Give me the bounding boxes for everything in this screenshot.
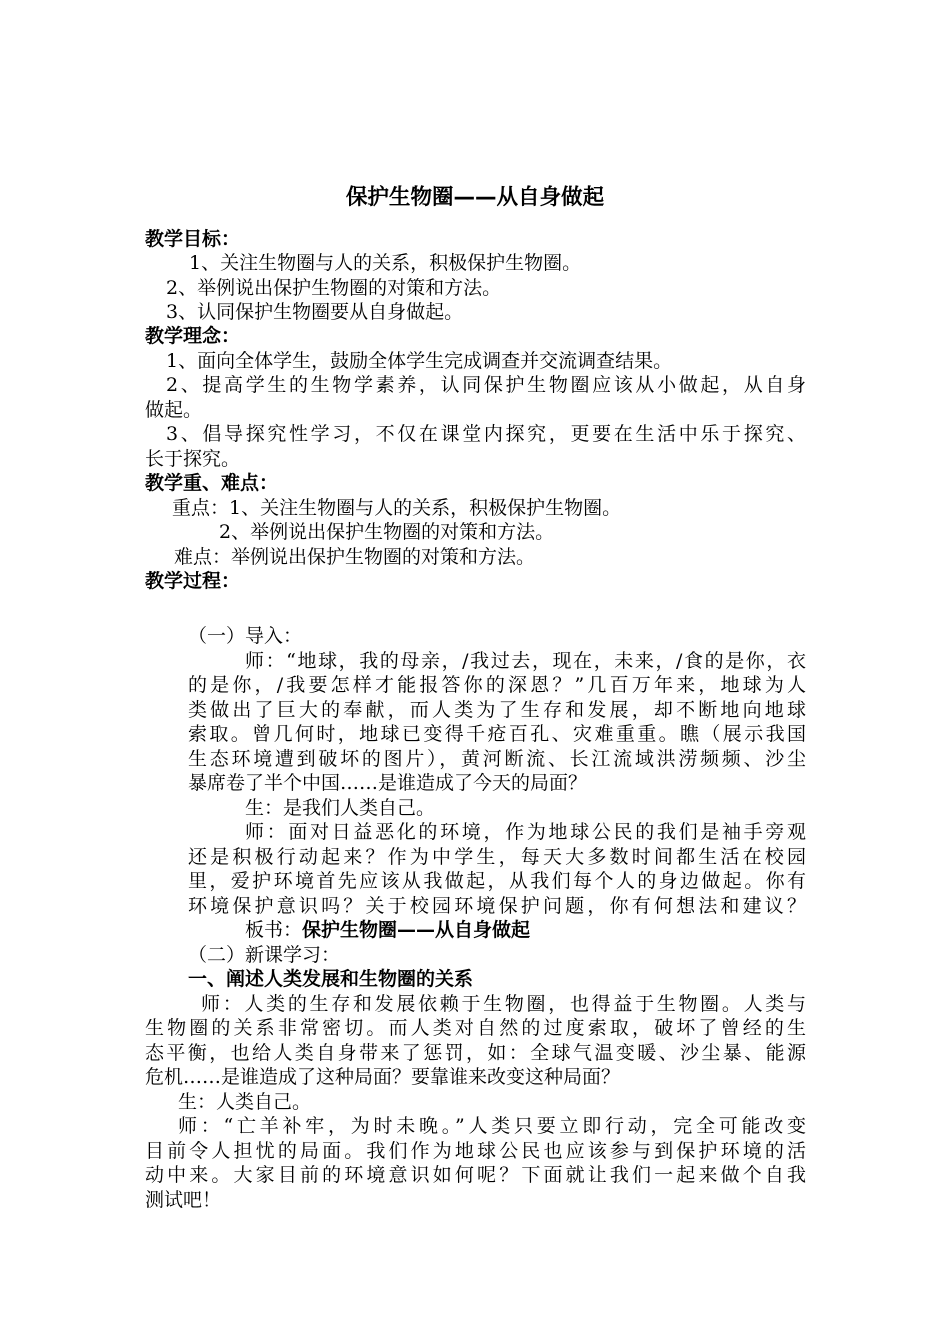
philosophy-heading: 教学理念： [145, 325, 241, 347]
section1-line: 测试吧！ [145, 1189, 222, 1211]
intro-line: 索取。曾几何时，地球已变得千疮百孔、灾难重重。瞧（展示我国 [188, 723, 806, 745]
intro-line: 师：“地球，我的母亲，/我过去，现在，未来，/食的是你，衣 [245, 650, 806, 672]
section1-heading: 一、阐述人类发展和生物圈的关系 [188, 968, 474, 990]
intro-heading: （一）导入： [188, 625, 303, 647]
intro-line: 里，爱护环境首先应该从我做起，从我们每个人的身边做起。你有 [188, 870, 806, 892]
philosophy-line: 3、倡导探究性学习，不仅在课堂内探究，更要在生活中乐于探究、 [166, 423, 806, 445]
intro-line: 师：面对日益恶化的环境，作为地球公民的我们是袖手旁观 [245, 821, 806, 843]
intro-line: 生态环境遭到破坏的图片），黄河断流、长江流域洪涝频频、沙尘 [188, 748, 806, 770]
new-lesson-heading: （二）新课学习： [188, 944, 341, 966]
philosophy-line: 2、提高学生的生物学素养，认同保护生物圈应该从小做起，从自身 [166, 374, 806, 396]
section1-line: 动中来。大家目前的环境意识如何呢？下面就让我们一起来做个自我 [145, 1164, 806, 1186]
intro-line: 类做出了巨大的奉献，而人类为了生存和发展，却不断地向地球 [188, 699, 806, 721]
intro-line: 还是积极行动起来？作为中学生，每天大多数时间都生活在校园 [188, 846, 806, 868]
section1-line: 师：“亡羊补牢，为时未晚。”人类只要立即行动，完全可能改变 [178, 1115, 806, 1137]
section1-line: 危机……是谁造成了这种局面？要靠谁来改变这种局面？ [145, 1066, 621, 1088]
philosophy-line: 1、面向全体学生，鼓励全体学生完成调查并交流调查结果。 [166, 350, 673, 372]
key-points-heading: 教学重、难点： [145, 472, 279, 494]
goal-item: 1、关注生物圈与人的关系，积极保护生物圈。 [189, 252, 582, 274]
board-writing [245, 918, 530, 942]
goal-item: 3、认同保护生物圈要从自身做起。 [166, 301, 464, 323]
difficult-point-line: 难点：举例说出保护生物圈的对策和方法。 [174, 546, 536, 568]
key-point-line: 2、举例说出保护生物圈的对策和方法。 [219, 521, 555, 543]
key-point-line: 重点：1、关注生物圈与人的关系，积极保护生物圈。 [172, 497, 622, 519]
board-text: 保护生物圈——从自身做起 [302, 919, 531, 941]
goal-item: 2、举例说出保护生物圈的对策和方法。 [166, 277, 502, 299]
intro-line: 生：是我们人类自己。 [245, 797, 436, 819]
section1-line: 目前令人担忧的局面。我们作为地球公民也应该参与到保护环境的活 [145, 1140, 806, 1162]
section1-line: 生：人类自己。 [178, 1091, 312, 1113]
section1-line: 师：人类的生存和发展依赖于生物圈，也得益于生物圈。人类与 [201, 993, 806, 1015]
intro-line: 环境保护意识吗？关于校园环境保护问题，你有何想法和建议？ [188, 895, 806, 917]
section1-line: 态平衡，也给人类自身带来了惩罚，如：全球气温变暖、沙尘暴、能源 [145, 1042, 806, 1064]
intro-line: 暴席卷了半个中国……是谁造成了今天的局面？ [188, 772, 588, 794]
board-label: 板书： [245, 919, 303, 941]
philosophy-line: 做起。 [145, 399, 203, 421]
goals-heading: 教学目标： [145, 228, 241, 250]
intro-line: 的是你，/我要怎样才能报答你的深恩？”几百万年来，地球为人 [188, 674, 806, 696]
philosophy-line: 长于探究。 [145, 448, 241, 470]
page-title: 保护生物圈——从自身做起 [345, 185, 605, 210]
section1-line: 生物圈的关系非常密切。而人类对自然的过度索取，破坏了曾经的生 [145, 1017, 806, 1039]
process-heading: 教学过程： [145, 570, 241, 592]
